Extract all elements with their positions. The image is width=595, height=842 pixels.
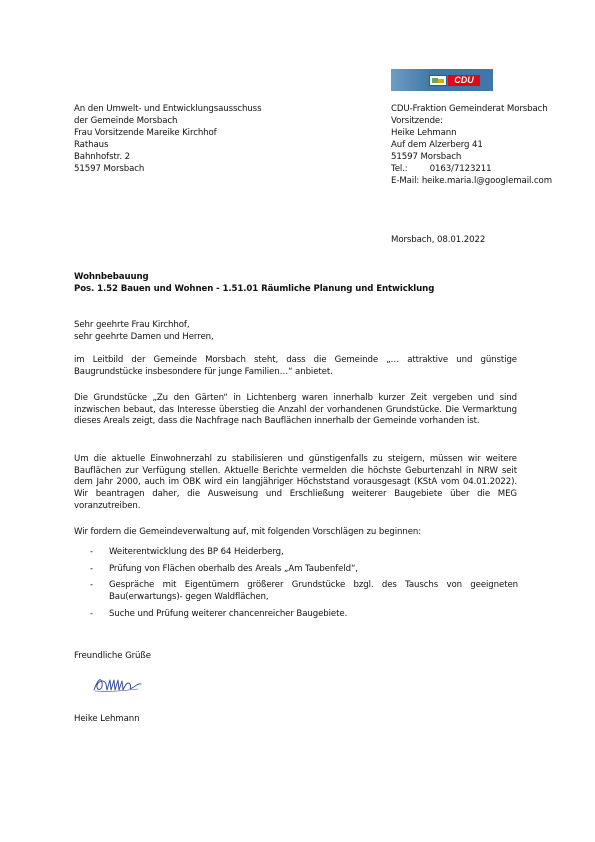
recipient-line: Bahnhofstr. 2: [74, 152, 131, 162]
subject-line-1: Wohnbebauung: [74, 272, 149, 282]
signature-name: Heike Lehmann: [74, 714, 140, 724]
salutation-line-2: sehr geehrte Damen und Herren,: [74, 332, 214, 342]
logo-gradient: [391, 69, 431, 91]
recipient-line: Frau Vorsitzende Mareike Kirchhof: [74, 128, 217, 138]
handwritten-signature: [92, 675, 144, 695]
list-item-text: Suche und Prüfung weiterer chancenreicher Baugebiete.: [109, 608, 348, 619]
letter-date: Morsbach, 08.01.2022: [391, 235, 486, 245]
list-item: [90, 564, 518, 576]
list-item-text: Gespräche mit Eigentümern größerer Grundstücke bzgl. des Tauschs von geeigneten Bau(erwartungs)- gegen Waldflächen,: [109, 580, 518, 603]
subject: [74, 271, 434, 295]
list-dash: -: [90, 608, 94, 619]
closing: Freundliche Grüße: [74, 651, 151, 661]
sender-line: Vorsitzende:: [391, 116, 443, 126]
list-item: [90, 580, 518, 603]
recipient-line: An den Umwelt- und Entwicklungsausschuss: [74, 104, 262, 114]
salutation: [74, 319, 214, 343]
recipient-line: der Gemeinde Morsbach: [74, 116, 178, 126]
phone-number: 0163/7123211: [429, 164, 492, 174]
body-paragraph: Um die aktuelle Einwohnerzahl zu stabilisieren und günstigenfalls zu steigern, müssen wir weitere Bauflächen zur Verfügung stellen. Aktuelle Berichte vermelden die höchste Geburtenzahl in NRW seit dem Jahr 2000, auch im OBK wird ein langjähriger Höchststand vorausgesagt (KStA vom 04.01.2022). Wir beantragen daher, die Ausweisung und Erschließung weiterer Baugebiete über die MEG voranzutreiben.: [74, 454, 517, 511]
recipient-line: Rathaus: [74, 140, 109, 150]
recipient-address: [74, 103, 261, 175]
list-item: [90, 547, 518, 559]
list-dash: -: [90, 580, 94, 591]
sender-email: E-Mail: heike.maria.l@googlemail.com: [391, 176, 552, 186]
sender-line: CDU-Fraktion Gemeinderat Morsbach: [391, 104, 548, 114]
cdu-logo-badge-icon: [429, 75, 447, 86]
phone-label: Tel.:: [391, 164, 408, 174]
sender-line: Auf dem Alzerberg 41: [391, 140, 483, 150]
sender-line: 51597 Morsbach: [391, 152, 462, 162]
sender-address: [391, 103, 552, 187]
list-item-text: Prüfung von Flächen oberhalb des Areals „Am Taubenfeld“,: [109, 563, 358, 574]
body-paragraph: Wir fordern die Gemeindeverwaltung auf, mit folgenden Vorschlägen zu beginnen:: [74, 527, 422, 537]
body-paragraph: im Leitbild der Gemeinde Morsbach steht, dass die Gemeinde „… attraktive und günstige Baugrundstücke insbesondere für junge Familien…“ anbietet.: [74, 355, 517, 377]
list-item: [90, 609, 518, 621]
list-dash: -: [90, 563, 94, 574]
subject-line-2: Pos. 1.52 Bauen und Wohnen - 1.51.01 Räumliche Planung und Entwicklung: [74, 284, 435, 294]
body-paragraph: Die Grundstücke „Zu den Gärten“ in Lichtenberg waren innerhalb kurzer Zeit vergeben und sind inzwischen bebaut, das Interesse überstieg die Anzahl der vorhandenen Grundstücke. Die Vermarktung dieses Areals zeigt, dass die Nachfrage nach Bauflächen innerhalb der Gemeinde vorhanden ist.: [74, 393, 517, 427]
cdu-logo-text: CDU: [448, 75, 480, 86]
list-item-text: Weiterentwicklung des BP 64 Heiderberg,: [109, 547, 284, 557]
recipient-line: 51597 Morsbach: [74, 164, 145, 174]
sender-line: Heike Lehmann: [391, 128, 457, 138]
cdu-logo: [391, 69, 493, 91]
sender-phone: [391, 163, 552, 175]
proposal-list: [90, 547, 518, 621]
list-dash: -: [90, 547, 94, 557]
salutation-line-1: Sehr geehrte Frau Kirchhof,: [74, 320, 190, 330]
